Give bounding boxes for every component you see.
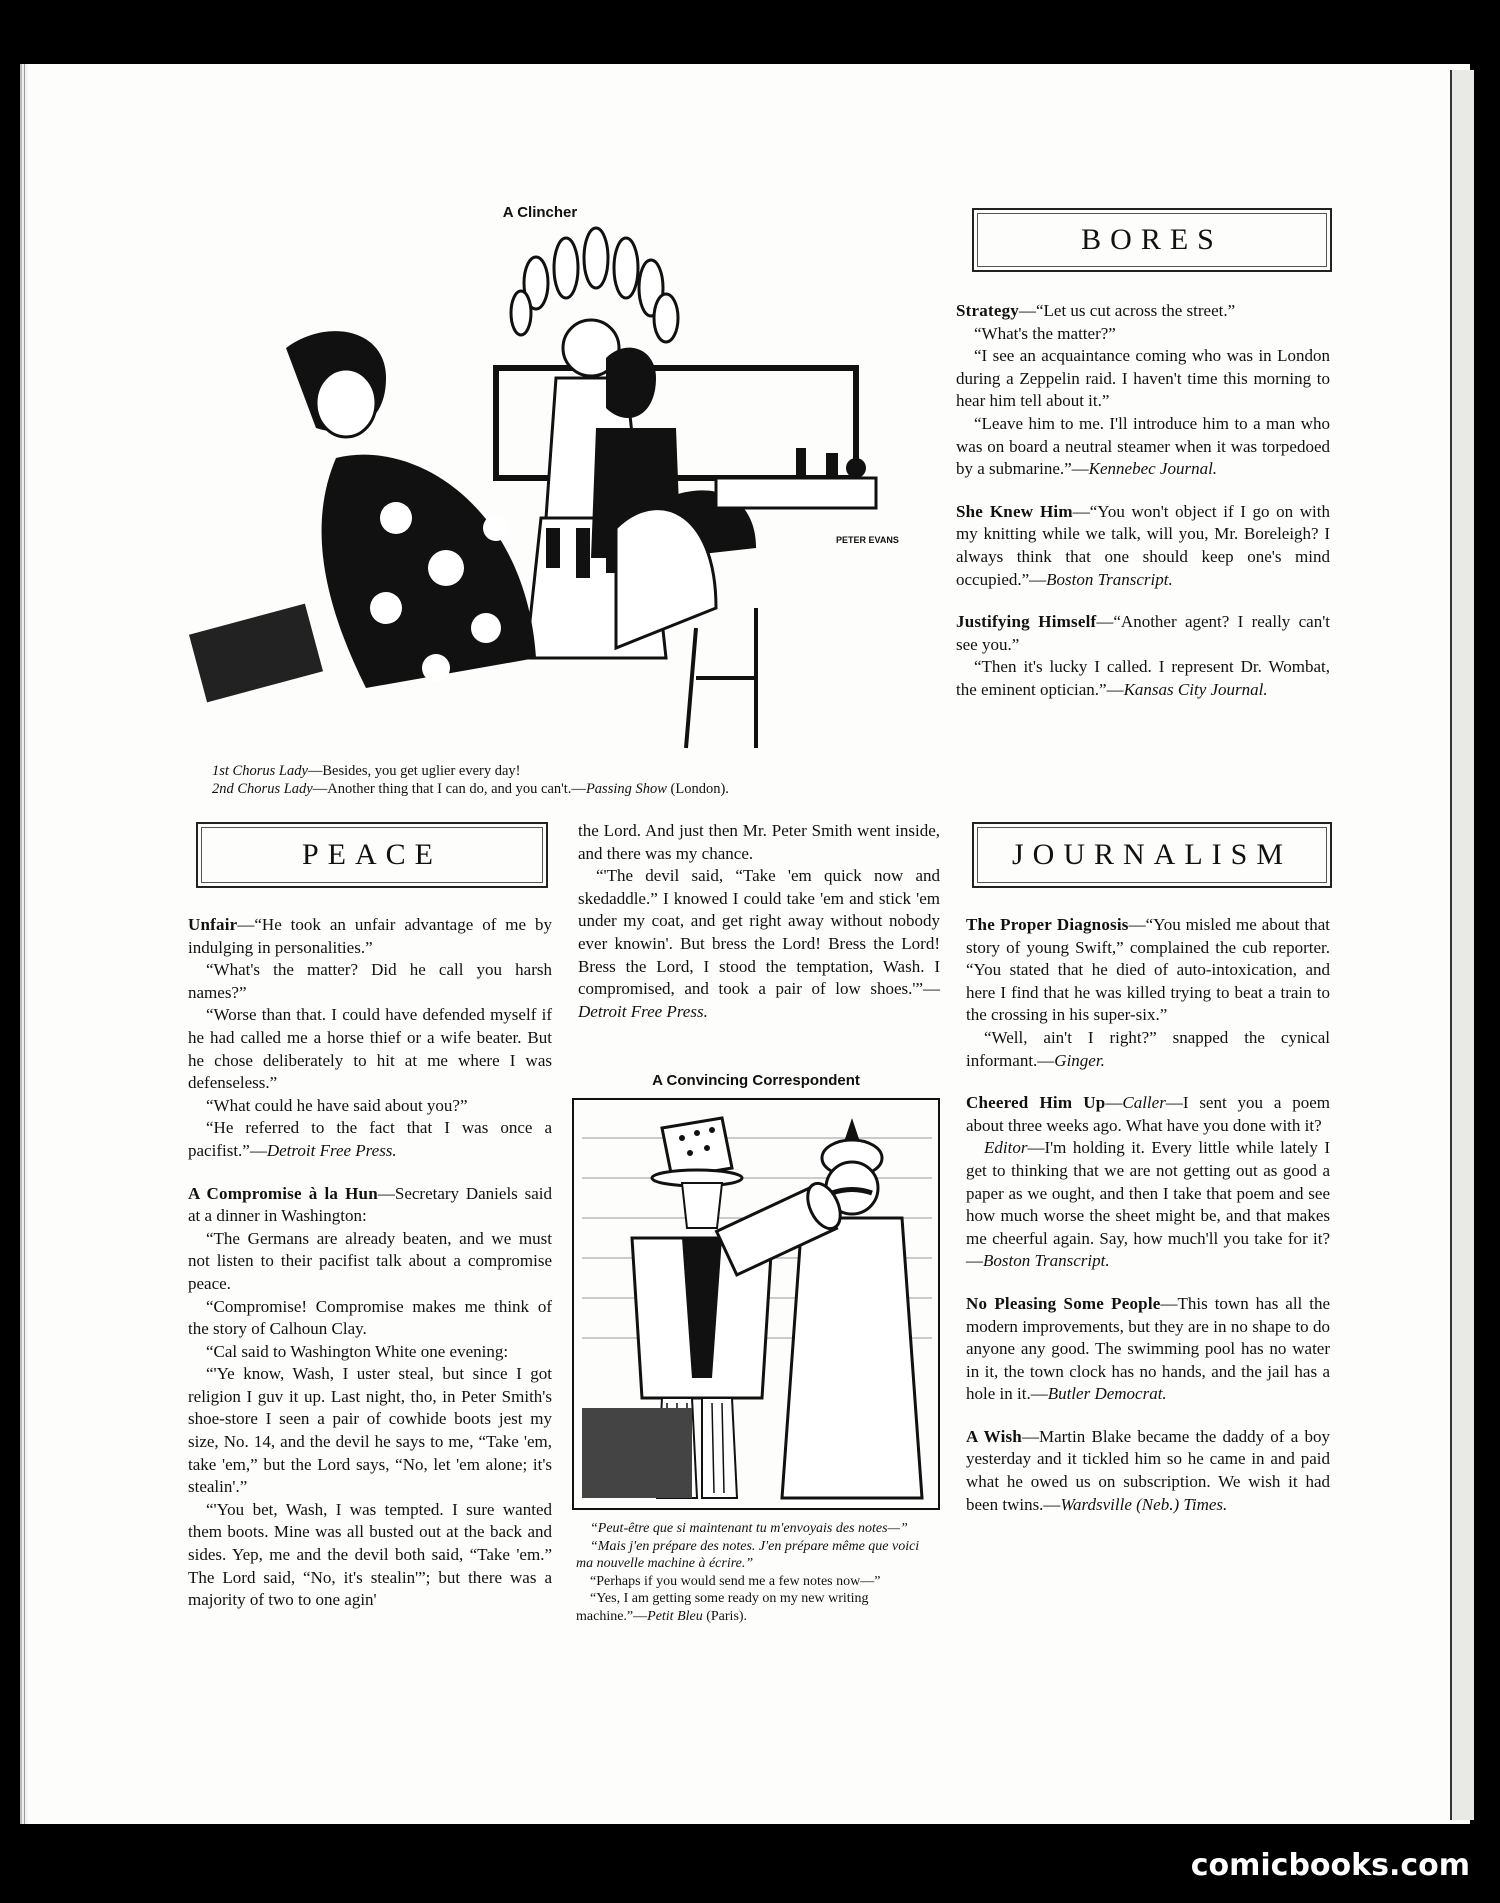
item-source: Wardsville (Neb.) Times.: [1060, 1494, 1228, 1514]
item-text: “Then it's lucky I called. I represent Dr. Wombat, the eminent optician.”—: [956, 657, 1330, 699]
caption-english-2: “Yes, I am getting some ready on my new writing machine.”—: [576, 1591, 869, 1624]
item-text: “'The devil said, “Take 'em quick now and skedaddle.” I knowed I could take 'em and stick 'em under my coat, and get right away without nobody ever knowin'. But bress the Lord! Bress the Lord! Bress the Lord, I stood the temptation, Wash. I compromised, and took a pair of low shoes.'”—: [578, 866, 940, 999]
caption-text-1: —Besides, you get uglier every day!: [307, 763, 521, 779]
item-title: She Knew Him: [956, 501, 1073, 521]
chorus-ladies-illustration: [196, 228, 899, 756]
caption-speaker-2: 2nd Chorus Lady: [212, 781, 313, 797]
cartoon-title-correspondent: A Convincing Correspondent: [652, 1072, 860, 1089]
item-text: —“He took an unfair advantage of me by indulging in personalities.”: [188, 915, 552, 957]
item-source: Boston Transcript.: [983, 1251, 1110, 1271]
item-source: Ginger.: [1054, 1050, 1105, 1070]
caption-french-1: “Peut-être que si maintenant tu m'envoyais des notes—”: [590, 1521, 908, 1536]
item-text: “Worse than that. I could have defended myself if he had called me a horse thief or a wife beater. But he chose deliberately to hit at me where I was defenseless.”: [188, 1005, 552, 1093]
item-text: “What's the matter? Did he call you harsh names?”: [188, 960, 552, 1002]
item-source: Detroit Free Press.: [578, 1001, 708, 1021]
item-text: —Secretary Daniels said at a dinner in Washington:: [188, 1183, 552, 1226]
item-title: Strategy: [956, 301, 1019, 320]
item-title: Cheered Him Up: [966, 1093, 1106, 1113]
item-text: —“Let us cut across the street.”: [1018, 301, 1236, 320]
item-title: The Proper Diagnosis: [966, 915, 1129, 934]
item-text: “What's the matter?”: [974, 323, 1116, 343]
item-source: Boston Transcript.: [1046, 569, 1173, 589]
item-text: the Lord. And just then Mr. Peter Smith went inside, and there was my chance.: [578, 821, 940, 863]
peace-column-2: [578, 820, 940, 1023]
speaker: Caller: [1122, 1093, 1166, 1113]
uncle-sam-kaiser-illustration: [572, 1098, 940, 1510]
item-text: —Martin Blake became the daddy of a boy yesterday and it tickled him so he came in and paid what he owed us on subscription. We wish it had been twins.—: [966, 1426, 1330, 1514]
caption-source: Passing Show: [585, 781, 667, 797]
item-text: “'Ye know, Wash, I uster steal, but since I got religion I guv it up. Last night, tho, in Peter Smith's shoe-store I seen a pair of cowhide boots jest my size, No. 14, and the devil he says to me, “Take 'em, take 'em,” but the Lord says, “No, let 'em alone; it's stealin'.”: [188, 1364, 552, 1497]
item-text: “Well, ain't I right?” snapped the cynical informant.—: [966, 1027, 1330, 1070]
next-page-edge: [1450, 70, 1474, 1820]
cartoon-caption-clincher: [212, 762, 952, 798]
journalism-column: The Proper Diagnosis—“You misled me about that story of young Swift,” complained the cub reporter. “You stated that he died of auto-intoxication, and here I find that he was killed trying to beat a train to the crossing in his super-six.” “Well, ain't I right?” snapped the cynical informant.—Ginger. Cheered Him Up—Caller—I sent you a poem about three weeks ago. What have you done with it? Editor—I'm holding it. Every little while lately I get to thinking that we are not getting out as good a paper as we ought, and then I take that poem and see how much worse the sheet might be, and that makes me cheerful again. Say, how much'll you take for it?—Boston Transcript. No Pleasing Some People—This town has all the modern improvements, but they are in no shape to do anyone any good. The swimming pool has no water in it, the town clock has no hands, and the jail has a hole in it.—Butler Democrat. A Wish—Martin Blake became the daddy of a boy yesterday and it tickled him so he came in and paid what he owed us on subscription. We wish it had been twins.—Wardsville (Neb.) Times.: [966, 915, 1331, 1514]
caption-english-1: “Perhaps if you would send me a few notes now—”: [590, 1573, 881, 1589]
cartoon-caption-correspondent: [576, 1520, 938, 1625]
item-title: Justifying Himself: [956, 612, 1097, 632]
item-source: Kennebec Journal.: [1088, 459, 1218, 479]
item-text: —“You misled me about that story of young Swift,” complained the cub reporter. “You stated that he died of auto-intoxication, and here I find that he was killed trying to beat a train to the crossing in his super-six.”: [966, 915, 1330, 1025]
item-title: No Pleasing Some People: [966, 1293, 1161, 1313]
cartoon-title-clincher: A Clincher: [502, 204, 578, 221]
item-text: “The Germans are already beaten, and we must not listen to their pacifist talk about a compromise peace.: [188, 1228, 552, 1293]
speaker: Editor: [984, 1138, 1028, 1158]
caption-place: (London).: [666, 781, 729, 797]
item-text: “He referred to the fact that I was once a pacifist.”—: [188, 1118, 552, 1160]
caption-text-2: —Another thing that I can do, and you can't.—: [312, 781, 586, 797]
caption-french-2: “Mais j'en prépare des notes. J'en prépare même que voici ma nouvelle machine à écrire.”: [576, 1538, 920, 1571]
caption-place: (Paris).: [702, 1608, 748, 1624]
item-title: A Wish: [966, 1426, 1022, 1446]
item-text: —“You won't object if I go on with my knitting while we talk, will you, Mr. Boreleigh? I always think that one should keep one's mind occupied.”—: [956, 501, 1330, 589]
item-text: “I see an acquaintance coming who was in London during a Zeppelin raid. I haven't time this morning to hear him tell about it.”: [956, 346, 1330, 411]
item-source: Butler Democrat.: [1047, 1384, 1167, 1404]
item-text: —This town has all the modern improvements, but they are in no shape to do anyone any good. The swimming pool has no water in it, the town clock has no hands, and the jail has a hole in it.—: [966, 1293, 1330, 1404]
item-text: “What could he have said about you?”: [206, 1095, 468, 1115]
section-heading-bores: BORES: [972, 208, 1332, 272]
item-source: Detroit Free Press.: [266, 1140, 397, 1160]
item-text: “Cal said to Washington White one evening:: [206, 1341, 509, 1361]
item-text: “'You bet, Wash, I was tempted. I sure wanted them boots. Mine was all busted out at the back and sides. Yep, me and the devil both said, “Take 'em.” The Lord said, “No, it's stealin'”; but there was a majority of two to one agin': [188, 1499, 552, 1610]
item-source: Kansas City Journal.: [1123, 679, 1268, 699]
bores-column: [956, 300, 1330, 702]
caption-speaker-1: 1st Chorus Lady: [212, 763, 308, 779]
section-heading-peace: PEACE: [196, 822, 548, 888]
item-text: —“Another agent? I really can't see you.”: [956, 612, 1330, 654]
artist-signature: PETER EVANS: [836, 535, 899, 545]
caption-source: Petit Bleu: [647, 1608, 703, 1624]
item-title: Unfair: [188, 915, 238, 934]
item-text: “Leave him to me. I'll introduce him to a man who was on board a neutral steamer when it was torpedoed by a submarine.”—: [956, 413, 1330, 479]
section-heading-journalism: JOURNALISM: [972, 822, 1332, 888]
site-watermark: comicbooks.com: [1190, 1848, 1470, 1883]
item-text: —I'm holding it. Every little while lately I get to thinking that we are not getting out as good a paper as we ought, and then I take that poem and see how much worse the sheet might be, and that makes me cheerful again. Say, how much'll you take for it?—: [966, 1138, 1330, 1271]
peace-column-1: [188, 914, 552, 1612]
item-text: “Compromise! Compromise makes me think of the story of Calhoun Clay.: [188, 1296, 552, 1339]
item-text: —I sent you a poem about three weeks ago. What have you done with it?: [966, 1093, 1331, 1135]
item-title: A Compromise à la Hun: [188, 1183, 378, 1203]
